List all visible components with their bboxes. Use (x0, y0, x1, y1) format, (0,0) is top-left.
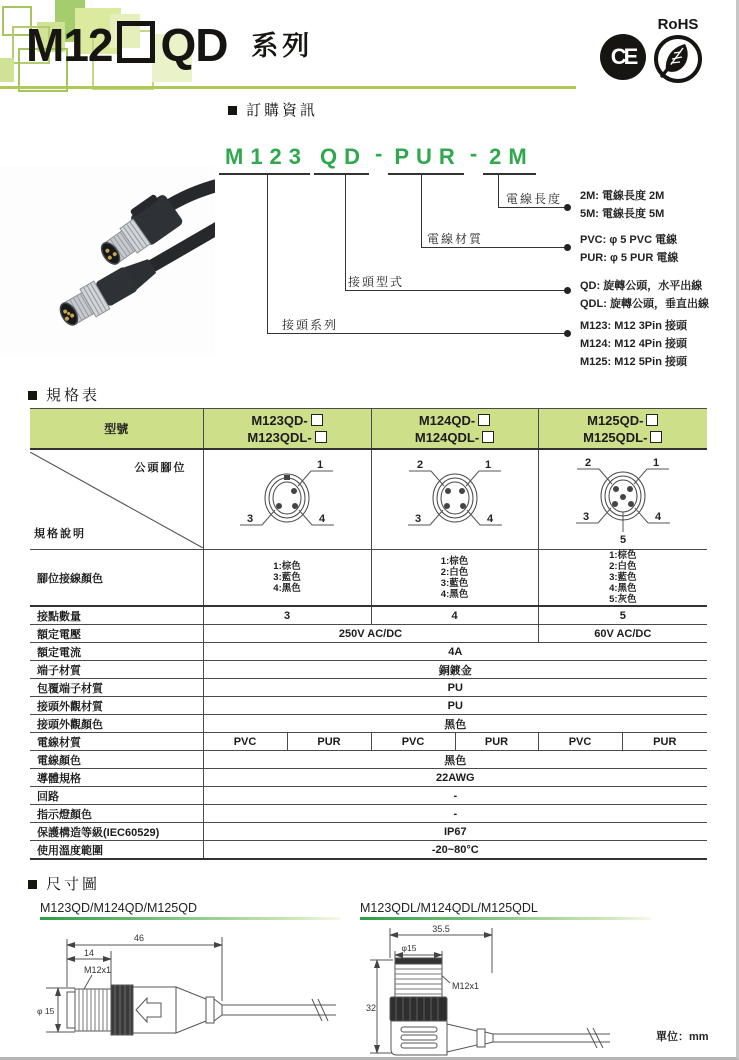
branch-line (267, 333, 567, 334)
branch-option: M125: M12 5Pin 接頭 (580, 356, 687, 368)
dim-thread-label: M12x1 (452, 981, 480, 991)
pin-number: 1 (652, 457, 659, 469)
part-segment-length: 2M (483, 144, 536, 175)
dimensions-title-text: 尺寸圖 (46, 876, 101, 893)
spec-row-label: 接頭外觀顏色 (30, 715, 203, 733)
spec-cell: PUR (287, 733, 371, 751)
pin-color-line: 4:黑色 (273, 583, 301, 594)
branch-option: M124: M12 4Pin 接頭 (580, 338, 687, 350)
branch-line (498, 174, 499, 207)
branch-options-connector-series (580, 317, 687, 371)
model-name: M124QD- (418, 412, 476, 428)
dim-thread-label: M12x1 (84, 965, 112, 975)
model-placeholder-box (117, 21, 155, 63)
checkbox-placeholder (650, 431, 662, 443)
pin-number: 3 (582, 511, 589, 523)
model-cell (371, 409, 538, 450)
spec-row-label: 導體規格 (30, 769, 203, 787)
branch-line (345, 174, 346, 290)
dimension-left-title: M123QD/M124QD/M125QD (40, 901, 198, 915)
dim-thread-length: 14 (83, 948, 95, 958)
branch-option: QDL: 旋轉公頭，垂直出線 (580, 298, 709, 310)
spec-row-label: 使用溫度範圍 (30, 841, 203, 860)
spec-row-label: 接頭外觀材質 (30, 697, 203, 715)
section-bullet-icon (28, 880, 37, 889)
part-dash: - (469, 141, 478, 166)
model-cell (203, 409, 371, 450)
model-header-cell: 型號 (30, 409, 203, 450)
table-row (30, 751, 707, 769)
branch-option: PUR: φ 5 PUR 電線 (580, 252, 679, 264)
branch-line (421, 247, 567, 248)
pin-color-line: 5:灰色 (609, 594, 637, 605)
part-dash: - (375, 141, 383, 166)
spec-cell: 4A (203, 643, 707, 661)
checkbox-placeholder (482, 431, 494, 443)
spec-row-label: 電線顏色 (30, 751, 203, 769)
pin-diagram-cell (203, 449, 371, 550)
rohs-logo (650, 16, 706, 90)
model-name: M124QDL- (414, 429, 480, 445)
dim-diameter-label: φ15 (401, 943, 417, 953)
branch-dot (564, 204, 571, 211)
pin-colors-cell (203, 550, 371, 607)
table-row (30, 661, 707, 679)
table-row (30, 643, 707, 661)
branch-option: QD: 旋轉公頭，水平出線 (580, 280, 703, 292)
table-row (30, 769, 707, 787)
series-label: 系列 (251, 31, 314, 61)
pin-color-line: 2:白色 (609, 561, 637, 572)
spec-cell: IP67 (203, 823, 707, 841)
table-row (30, 679, 707, 697)
spec-cell: 5 (538, 606, 707, 625)
spec-cell: 黑色 (203, 751, 707, 769)
spec-cell: 60V AC/DC (538, 625, 707, 643)
spec-row-label: 電線材質 (30, 733, 203, 751)
table-row (30, 805, 707, 823)
product-photo (0, 166, 215, 356)
section-spec-title (28, 384, 100, 405)
model-cell (538, 409, 707, 450)
pin-header-label: 公頭腳位 (134, 461, 187, 474)
section-bullet-icon (228, 106, 237, 115)
title-rule (0, 86, 576, 89)
spec-row-label: 包覆端子材質 (30, 679, 203, 697)
pin-color-line: 2:白色 (440, 566, 469, 578)
branch-label-connector-type: 接頭型式 (348, 275, 405, 289)
spec-cell: PU (203, 697, 707, 715)
dimension-drawing-qdl (365, 925, 675, 1060)
pin-color-line: 3:藍色 (609, 572, 637, 583)
ce-label: CE (610, 44, 636, 69)
spec-cell: 銅鍍金 (203, 661, 707, 679)
dim-diameter-label: φ 15 (37, 1006, 55, 1016)
pin-number: 1 (316, 459, 324, 471)
spec-cell: 250V AC/DC (203, 625, 538, 643)
desc-header-label: 規格說明 (34, 527, 86, 540)
branch-options-cable-length (580, 187, 664, 223)
title-model-prefix: M12 (26, 19, 113, 71)
rohs-leaf-icon (652, 33, 704, 85)
spec-cell: - (203, 787, 707, 805)
pin-diagram-3pin (204, 450, 370, 546)
pin-colors-row (30, 550, 707, 607)
pin-number: 2 (416, 459, 423, 471)
branch-options-cable-material (580, 231, 678, 267)
pin-color-line: 3:藍色 (440, 577, 469, 589)
checkbox-placeholder (315, 431, 327, 443)
spec-cell: 黑色 (203, 715, 707, 733)
branch-label-cable-length: 電線長度 (506, 192, 563, 206)
model-name: M123QDL- (247, 429, 312, 445)
checkbox-placeholder (646, 414, 658, 426)
model-name: M125QDL- (583, 429, 648, 445)
rohs-label: RoHS (657, 16, 699, 33)
model-name: M123QD- (251, 412, 308, 428)
ce-mark-icon (600, 34, 646, 80)
checkbox-placeholder (311, 414, 323, 426)
section-bullet-icon (28, 391, 37, 400)
pin-number: 3 (246, 513, 254, 525)
spec-row-label: 額定電壓 (30, 625, 203, 643)
branch-line (421, 174, 422, 247)
spec-row-label: 回路 (30, 787, 203, 805)
part-segment-type: QD (314, 144, 369, 175)
spec-cell: PVC (371, 733, 455, 751)
spec-row-label: 保護構造等級(IEC60529) (30, 823, 203, 841)
table-row (30, 733, 707, 751)
dimension-right-title: M123QDL/M124QDL/M125QDL (360, 901, 538, 915)
pin-color-line: 1:棕色 (440, 555, 469, 567)
branch-line (345, 290, 567, 291)
section-dimensions-title (28, 873, 100, 894)
part-segment-series: M123 (219, 144, 310, 175)
pin-color-line: 4:黑色 (440, 588, 469, 600)
branch-option: PVC: φ 5 PVC 電線 (580, 234, 678, 246)
spec-row-label: 額定電流 (30, 643, 203, 661)
pin-diagram-cell (538, 449, 707, 550)
pin-number: 4 (654, 511, 661, 523)
page-title (26, 18, 313, 72)
spec-table (30, 408, 707, 860)
dimension-left-rule (40, 917, 340, 920)
pin-number: 1 (484, 459, 491, 471)
deco-square (0, 58, 14, 82)
table-row (30, 841, 707, 860)
part-segment-material: PUR (388, 144, 463, 175)
spec-cell: PU (203, 679, 707, 697)
pin-diagram-row (30, 449, 707, 550)
diagonal-header-cell (30, 449, 203, 550)
pin-number: 4 (486, 513, 493, 525)
unit-note: 單位：mm (656, 1031, 709, 1043)
part-number (219, 141, 540, 175)
branch-dot (564, 330, 571, 337)
spec-row-label: 指示燈顏色 (30, 805, 203, 823)
dim-overall-length: 46 (133, 933, 145, 943)
branch-option: M123: M12 3Pin 接頭 (580, 320, 687, 332)
spec-row-label: 接點數量 (30, 606, 203, 625)
dimension-drawing-qd (36, 925, 356, 1055)
branch-option: 5M: 電線長度 5M (580, 208, 665, 220)
spec-cell: PVC (538, 733, 622, 751)
branch-line (498, 207, 567, 208)
pin-color-line: 1:棕色 (273, 561, 301, 572)
spec-cell: 22AWG (203, 769, 707, 787)
table-row (30, 606, 707, 625)
pin-number: 5 (619, 534, 626, 546)
spec-cell: -20~80°C (203, 841, 707, 860)
pin-color-line: 3:藍色 (273, 572, 301, 583)
dim-overall-length: 35.5 (432, 925, 450, 934)
spec-title-text: 規格表 (46, 387, 101, 404)
spec-cell: 4 (371, 606, 538, 625)
dimension-right-rule (360, 917, 650, 920)
title-model-suffix: QD (160, 19, 228, 71)
table-row (30, 625, 707, 643)
pin-diagram-5pin (540, 450, 706, 546)
spec-row-label: 端子材質 (30, 661, 203, 679)
spec-cell: PUR (622, 733, 707, 751)
pin-number: 2 (584, 457, 591, 469)
pin-color-line: 1:棕色 (609, 550, 637, 561)
dim-height-label: 32 (366, 1003, 377, 1013)
table-row (30, 715, 707, 733)
model-name: M125QD- (587, 412, 644, 428)
section-ordering-title (228, 99, 318, 120)
branch-line (267, 174, 268, 333)
spec-cell: PUR (455, 733, 538, 751)
pin-number: 3 (414, 513, 421, 525)
branch-label-connector-series: 接頭系列 (282, 318, 339, 332)
checkbox-placeholder (478, 414, 490, 426)
table-row (30, 823, 707, 841)
branch-options-connector-type (580, 277, 709, 313)
branch-option: 2M: 電線長度 2M (580, 190, 665, 202)
spec-cell: - (203, 805, 707, 823)
table-row (30, 787, 707, 805)
spec-cell: PVC (203, 733, 287, 751)
branch-label-cable-material: 電線材質 (427, 232, 484, 246)
branch-dot (564, 287, 571, 294)
pin-diagram-cell (371, 449, 538, 550)
pin-color-line: 4:黑色 (609, 583, 637, 594)
branch-dot (564, 244, 571, 251)
pin-diagram-4pin (372, 450, 538, 546)
pin-colors-cell (371, 550, 538, 607)
pin-colors-cell (538, 550, 707, 607)
table-header-row (30, 409, 707, 450)
ordering-title-text: 訂購資訊 (246, 102, 319, 119)
pin-number: 4 (318, 513, 326, 525)
spec-cell: 3 (203, 606, 371, 625)
spec-row-label: 腳位接線顏色 (30, 550, 203, 607)
table-row (30, 697, 707, 715)
